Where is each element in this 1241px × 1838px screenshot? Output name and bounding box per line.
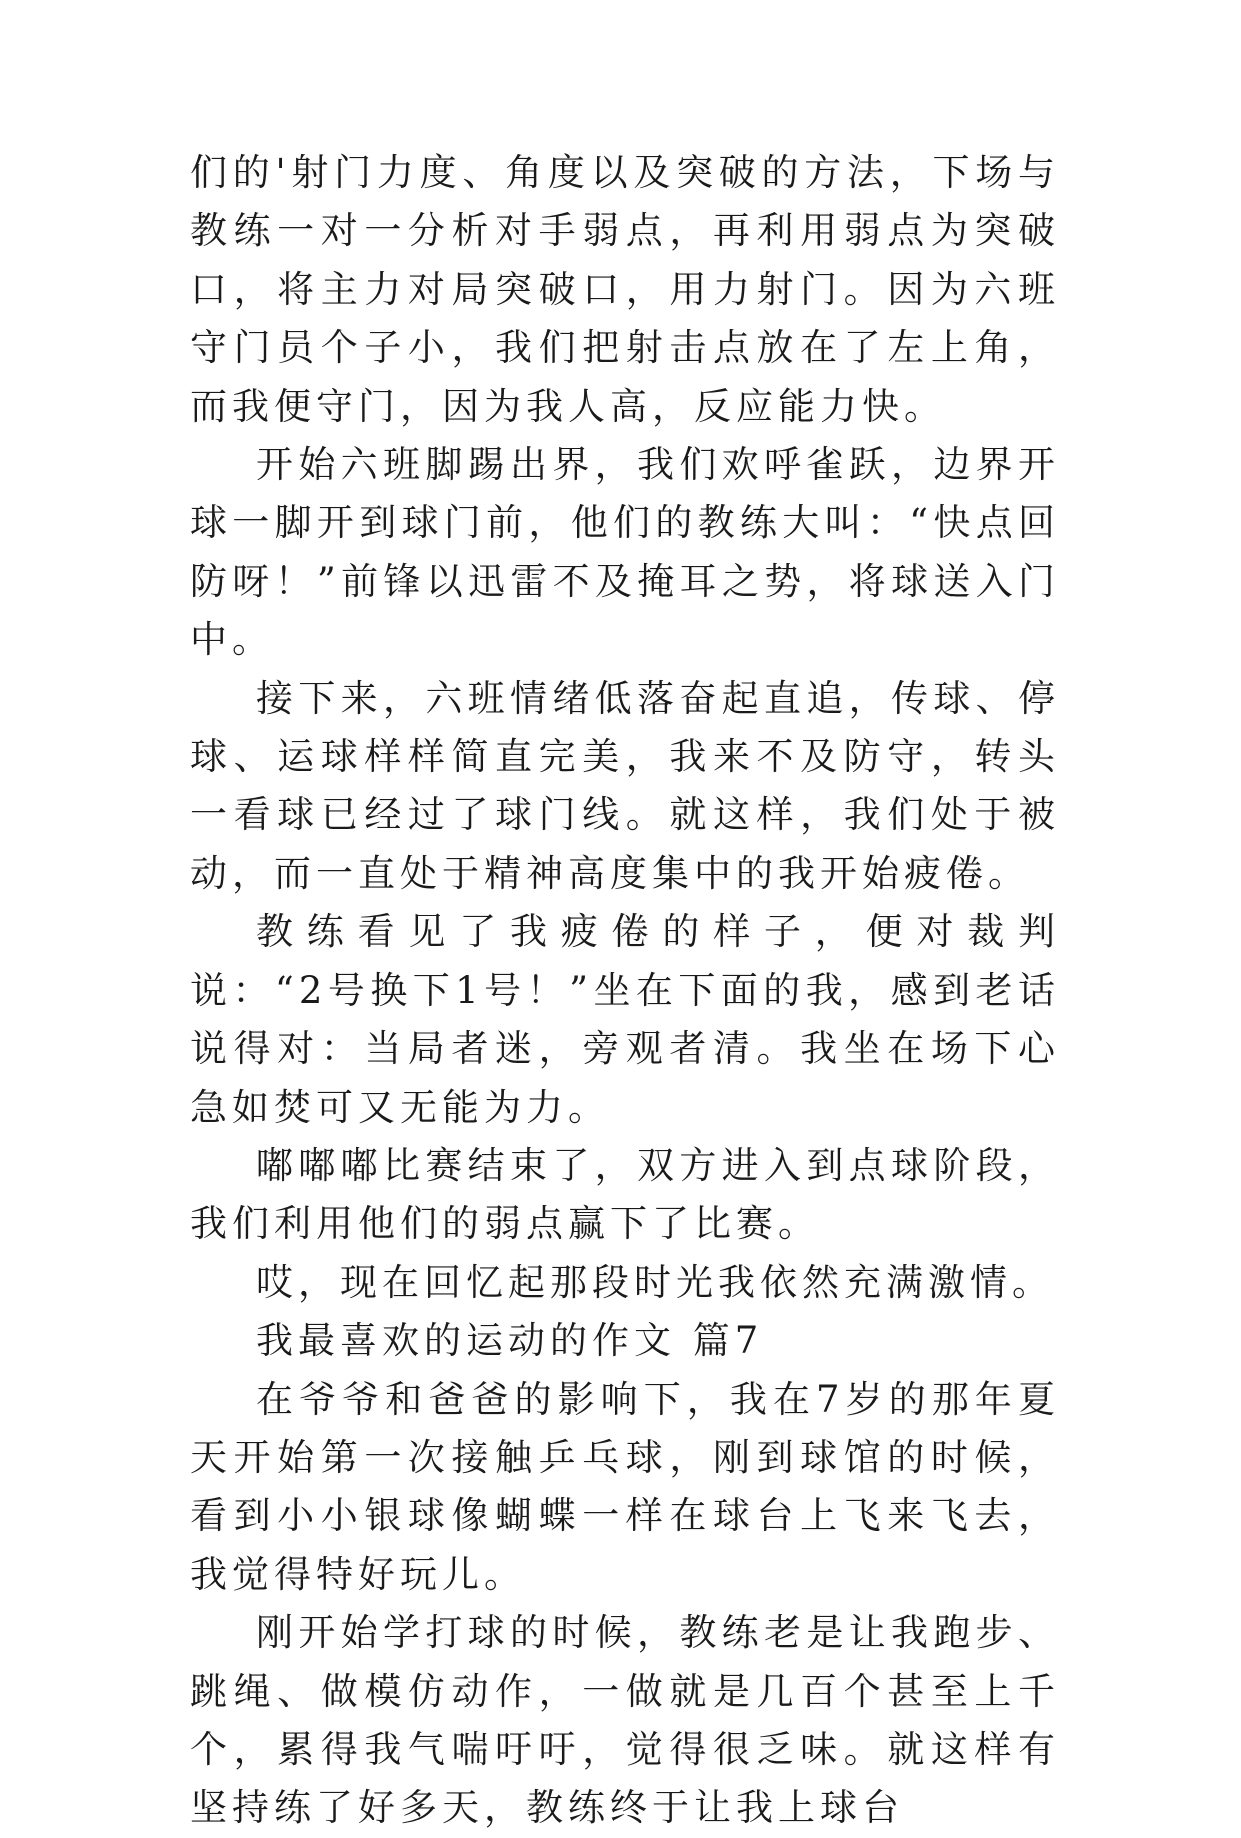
- paragraph: 接下来，六班情绪低落奋起直追，传球、停球、运球样样简直完美，我来不及防守，转头一看球已经过了球门线。就这样，我们处于被动，而一直处于精神高度集中的我开始疲倦。: [190, 676, 1060, 895]
- paragraph: 在爷爷和爸爸的影响下，我在7岁的那年夏天开始第一次接触乒乓球，刚到球馆的时候，看到小小银球像蝴蝶一样在球台上飞来飞去，我觉得特好玩儿。: [190, 1377, 1060, 1596]
- section-heading: 我最喜欢的运动的作文 篇7: [256, 1319, 764, 1363]
- document-body: [190, 144, 1060, 1838]
- paragraph: 开始六班脚踢出界，我们欢呼雀跃，边界开球一脚开到球门前，他们的教练大叫：“快点回防呀！”前锋以迅雷不及掩耳之势，将球送入门中。: [190, 443, 1060, 662]
- paragraph-continuation: 们的'射门力度、角度以及突破的方法，下场与教练一对一分析对手弱点，再利用弱点为突破口，将主力对局突破口，用力射门。因为六班守门员个子小，我们把射击点放在了左上角，而我便守门，因为我人高，反应能力快。: [190, 151, 1060, 428]
- paragraph: 刚开始学打球的时候，教练老是让我跑步、跳绳、做模仿动作，一做就是几百个甚至上千个，累得我气喘吁吁，觉得很乏味。就这样有坚持练了好多天，教练终于让我上球台: [190, 1611, 1060, 1830]
- paragraph: 哎，现在回忆起那段时光我依然充满激情。: [256, 1260, 1054, 1304]
- paragraph: 嘟嘟嘟比赛结束了，双方进入到点球阶段，我们利用他们的弱点赢下了比赛。: [190, 1143, 1060, 1246]
- paragraph: 教练看见了我疲倦的样子，便对裁判说：“2号换下1号！”坐在下面的我，感到老话说得对：当局者迷，旁观者清。我坐在场下心急如焚可又无能为力。: [190, 910, 1060, 1129]
